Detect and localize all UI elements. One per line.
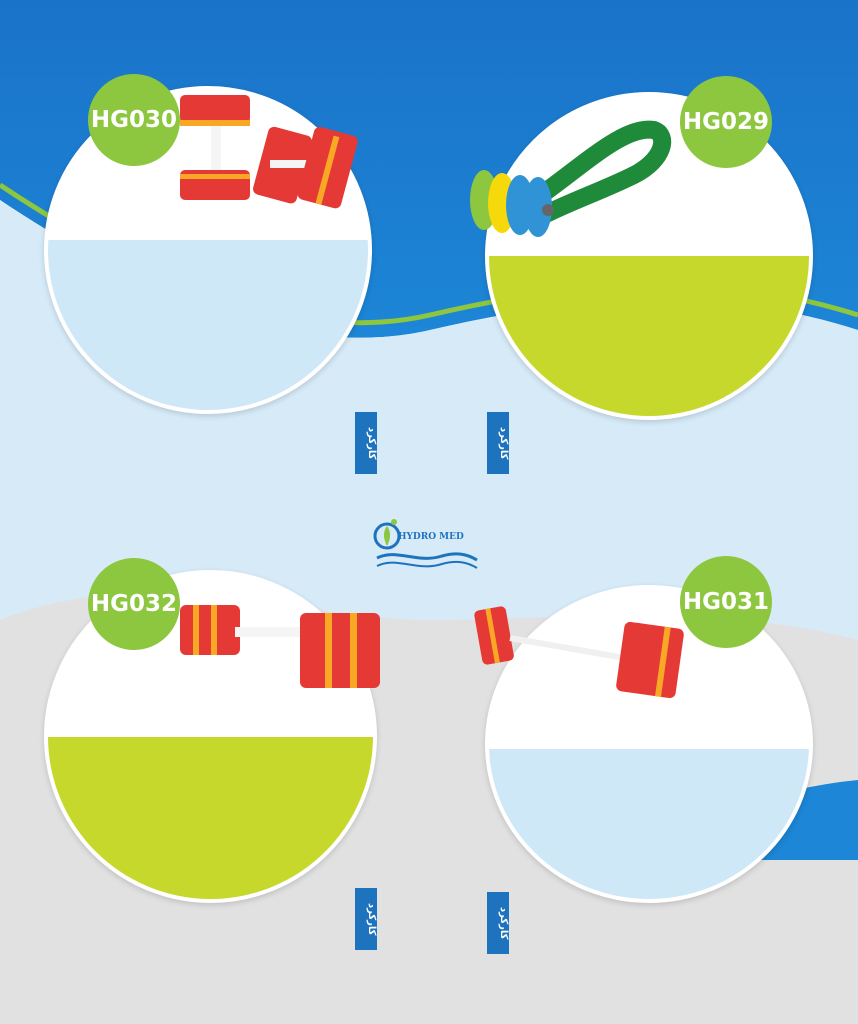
- logo-text: HYDRO MED: [398, 532, 464, 542]
- barbell-image: [470, 600, 695, 710]
- dumbbell-image: [175, 90, 375, 220]
- use-tag: کارکرد: [355, 888, 377, 950]
- leg-resistance-image: [464, 115, 674, 245]
- use-tag: کارکرد: [355, 412, 377, 474]
- product-code-badge: HG032: [88, 558, 180, 650]
- use-tag: کارکرد: [487, 412, 509, 474]
- product-code-badge: HG030: [88, 74, 180, 166]
- product-code-badge: HG029: [680, 76, 772, 168]
- heavy-barbell-image: [175, 595, 390, 695]
- product-code-badge: HG031: [680, 556, 772, 648]
- use-tag: کارکرد: [487, 892, 509, 954]
- hydromed-logo: [372, 508, 482, 578]
